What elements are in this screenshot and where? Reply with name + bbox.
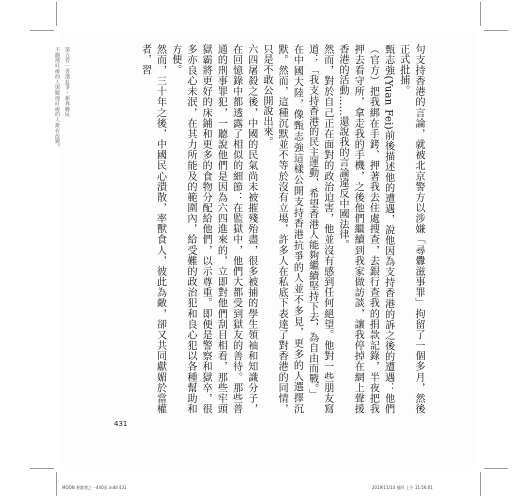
header-chapter: 第五卷｜香港抗爭・新界鄉民 xyxy=(64,47,70,118)
running-header xyxy=(54,47,72,150)
crop-mark xyxy=(484,468,508,469)
crop-mark xyxy=(30,30,54,31)
print-footer-date: 2019/11/14 週四 上午 11:56:01 xyxy=(372,485,433,490)
paragraph: 然而，對於自己正在面對的政治迫害，他並沒有感到任何絕望。他對一些朋友寫道：「我支持香港的民主運動，希望香港人能夠繼續堅持下去，為自由而戰。」 xyxy=(306,44,333,414)
print-footer-file: MOON 香港書之一440頁.indd 431 xyxy=(62,485,127,490)
crop-mark xyxy=(480,2,481,26)
paragraph: 甄志強(Yuan Fei)前後描述他的遭遇，說他因為支持香港的訴之後的遭遇：他們（官方）把我綁在手銬、押著我去住處搜查，去銀行查我的捐款記錄，半夜把我押去看守所，拿走我的手機，之後他們繼續到我家做訪談，讓我停掉在網上聲援香港的活動……還說我的言論違反中國法律。 xyxy=(336,44,394,414)
header-subtitle: 不隨地吐痰的人與隨地吐痰的人誰在改變？ xyxy=(54,47,60,150)
crop-mark xyxy=(56,472,57,496)
paragraph: 句支持香港的言論，就被北京警方以涉嫌「尋釁滋事罪」拘留了一個多月，然後正式批捕。 xyxy=(397,44,424,414)
page-number: 431 xyxy=(114,420,128,428)
crop-mark xyxy=(56,2,57,26)
paragraph: 然而，三十年之後，中國民心潰散，率獸食人，彼此為敵，卻又共同獻媚於當權者，習 xyxy=(139,44,166,414)
paragraph: 六四屠殺之後，中國的民氣尚未被摧殘殆盡，很多被捕的學生領袖和知識分子，在回憶錄中都透露了相似的細節：在監獄中，他們大都受到獄友的善待。那些普通的刑事罪犯，一聽說他們是因為六四進來的，立即對他們刮目相看，那些牢頭獄霸將更好的床鋪和更多的食物分配給他們，以示尊重。即便是警察和獄卒，很多亦良心未泯，在其力所能及的範圍內，給受難的政治犯和良心犯以各種幫助和方便。 xyxy=(169,44,257,414)
crop-mark xyxy=(484,30,508,31)
crop-mark xyxy=(480,472,481,496)
paragraph: 在中國大陸，像甄志強這樣公開支持香港抗爭的人並不多見，更多的人選擇沉默。然而，這種沉默並不等於沒有立場，許多人在私底下表達了對香港的同情，只是不敢公開說出來。 xyxy=(260,44,303,414)
body-text xyxy=(106,44,426,414)
crop-mark xyxy=(30,468,54,469)
